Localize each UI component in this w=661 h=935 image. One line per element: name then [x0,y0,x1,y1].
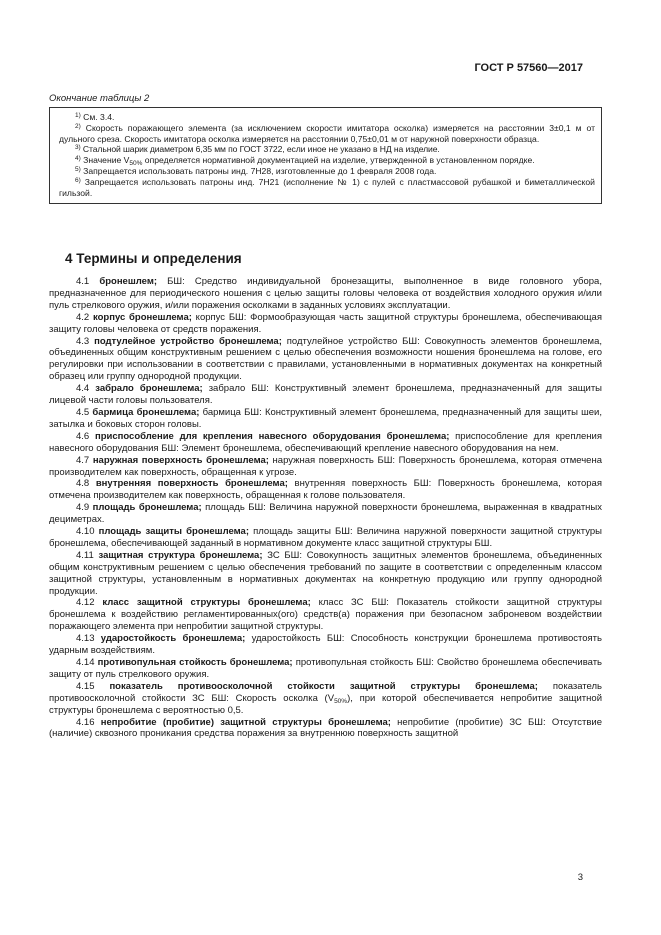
footnote: $^{5)}$ Запрещается использовать патроны инд. 7Н28, изготовленные до 1 февраля 2008 года. [75,165,437,176]
term-definition: 4.13 ударостойкость бронешлема; ударостойкость БШ: Способность конструкции бронешлема противостоять ударным воздействиям. [49,633,602,657]
terms-list [49,276,602,740]
term-definition: 4.8 внутренняя поверхность бронешлема; внутренняя поверхность БШ: Поверхность бронешлема, которая отмечена производителем как поверхность, обращенная к голове пользователя. [49,478,602,502]
standard-number: ГОСТ Р 57560—2017 [474,62,583,74]
term-definition: 4.16 непробитие (пробитие) защитной структуры бронешлема; непробитие (пробитие) ЗС БШ: Отсутствие (наличие) сквозного проникания средства поражения за внутреннюю поверхность защитной [49,716,602,740]
table-footnotes [49,107,602,204]
footnote: $^{6)}$ Запрещается использовать патроны инд. 7Н21 (исполнение № 1) с пулей с пластмассовой рубашкой и биметаллической гильзой. [59,176,595,198]
term-definition: 4.2 корпус бронешлема; корпус БШ: Формообразующая часть защитной структуры бронешлема, обеспечивающая защиту головы человека от средств поражения. [49,311,602,335]
footnote: $^{3)}$ Стальной шарик диаметром 6,35 мм по ГОСТ 3722, если иное не указано в НД на изделие. [75,144,440,155]
term-definition: 4.15 показатель противоосколочной стойкости защитной структуры бронешлема; показатель противоосколочной стойкости ЗС БШ: Скорость осколка $(V_{50\%})$, при которой обеспечивается непробитие защитной структуры бронешлема с вероятностью 0,5. [49,680,603,716]
table-continuation-caption: Окончание таблицы 2 [49,93,150,104]
term-definition: 4.5 бармица бронешлема; бармица БШ: Конструктивный элемент бронешлема, предназначенный для защиты шеи, затылка и боковых сторон головы. [49,406,602,430]
term-definition: 4.3 подтулейное устройство бронешлема; подтулейное устройство БШ: Совокупность элементов бронешлема, объединенных общим конструктивным решением с целью обеспечения возможности ношения бронешлема на голове, его регулировки при использовании в соответствии с правилами, установленными в нормативных документах на конкретный образец или группу однородной продукции. [49,335,602,383]
term-definition: 4.7 наружная поверхность бронешлема; наружная поверхность БШ: Поверхность бронешлема, которая отмечена производителем как поверхность, обращенная к угрозе. [49,454,602,478]
term-definition: 4.9 площадь бронешлема; площадь БШ: Величина наружной поверхности бронешлема, выраженная в квадратных дециметрах. [49,502,602,526]
term-definition: 4.1 бронешлем; БШ: Средство индивидуальной бронезащиты, выполненное в виде головного убора, предназначенное для периодического ношения с целью защиты головы человека от воздействия холодного оружия и/или пуль стрелкового оружия, и/или поражения осколками в заданных условиях эксплуатации. [49,276,602,311]
footnote: $^{2)}$ Скорость поражающего элемента (за исключением скорости имитатора осколка) измеряется на расстоянии 3±0,1 м от дульного среза. Скорость имитатора осколка измеряется на расстоянии 0,75±0,01 м от наружной поверхности образца. [59,122,595,144]
term-definition: 4.11 защитная структура бронешлема; ЗС БШ: Совокупность защитных элементов бронешлема, объединенных общим конструктивным решением с целью обеспечения требований по защите в соответствии с определенным классом защитной структуры, установленным в нормативных документах на конкретную продукцию или группу однородной продукции. [49,549,602,597]
footnote: $^{4)}$ Значение $V_{50\%}$ определяется нормативной документацией на изделие, утвержденной в установленном порядке. [75,155,535,168]
term-definition: 4.4 забрало бронешлема; забрало БШ: Конструктивный элемент бронешлема, предназначенный для защиты лицевой части головы пользователя. [49,383,602,407]
footnote: $^{1)}$ См. 3.4. [75,112,115,122]
page-number: 3 [577,872,583,883]
term-definition: 4.10 площадь защиты бронешлема; площадь защиты БШ: Величина наружной поверхности защитной структуры бронешлема, обеспечивающей заданный в нормативном документе класс защитной структуры БШ. [49,526,602,549]
term-definition: 4.12 класс защитной структуры бронешлема; класс ЗС БШ: Показатель стойкости защитной структуры бронешлема к воздействию регламентированных(ого) средств(а) поражения при безопасном заброневом воздействии поражающего элемента при непробитии защитной структуры. [49,597,603,633]
term-definition: 4.14 противопульная стойкость бронешлема; противопульная стойкость БШ: Свойство бронешлема обеспечивать защиту от пуль стрелкового оружия. [49,657,603,680]
section-heading: 4 Термины и определения [65,251,242,266]
term-definition: 4.6 приспособление для крепления навесного оборудования бронешлема; приспособление для крепления навесного оборудования БШ: Элемент бронешлема, обеспечивающий крепление навесного оборудования на нем. [49,430,602,454]
